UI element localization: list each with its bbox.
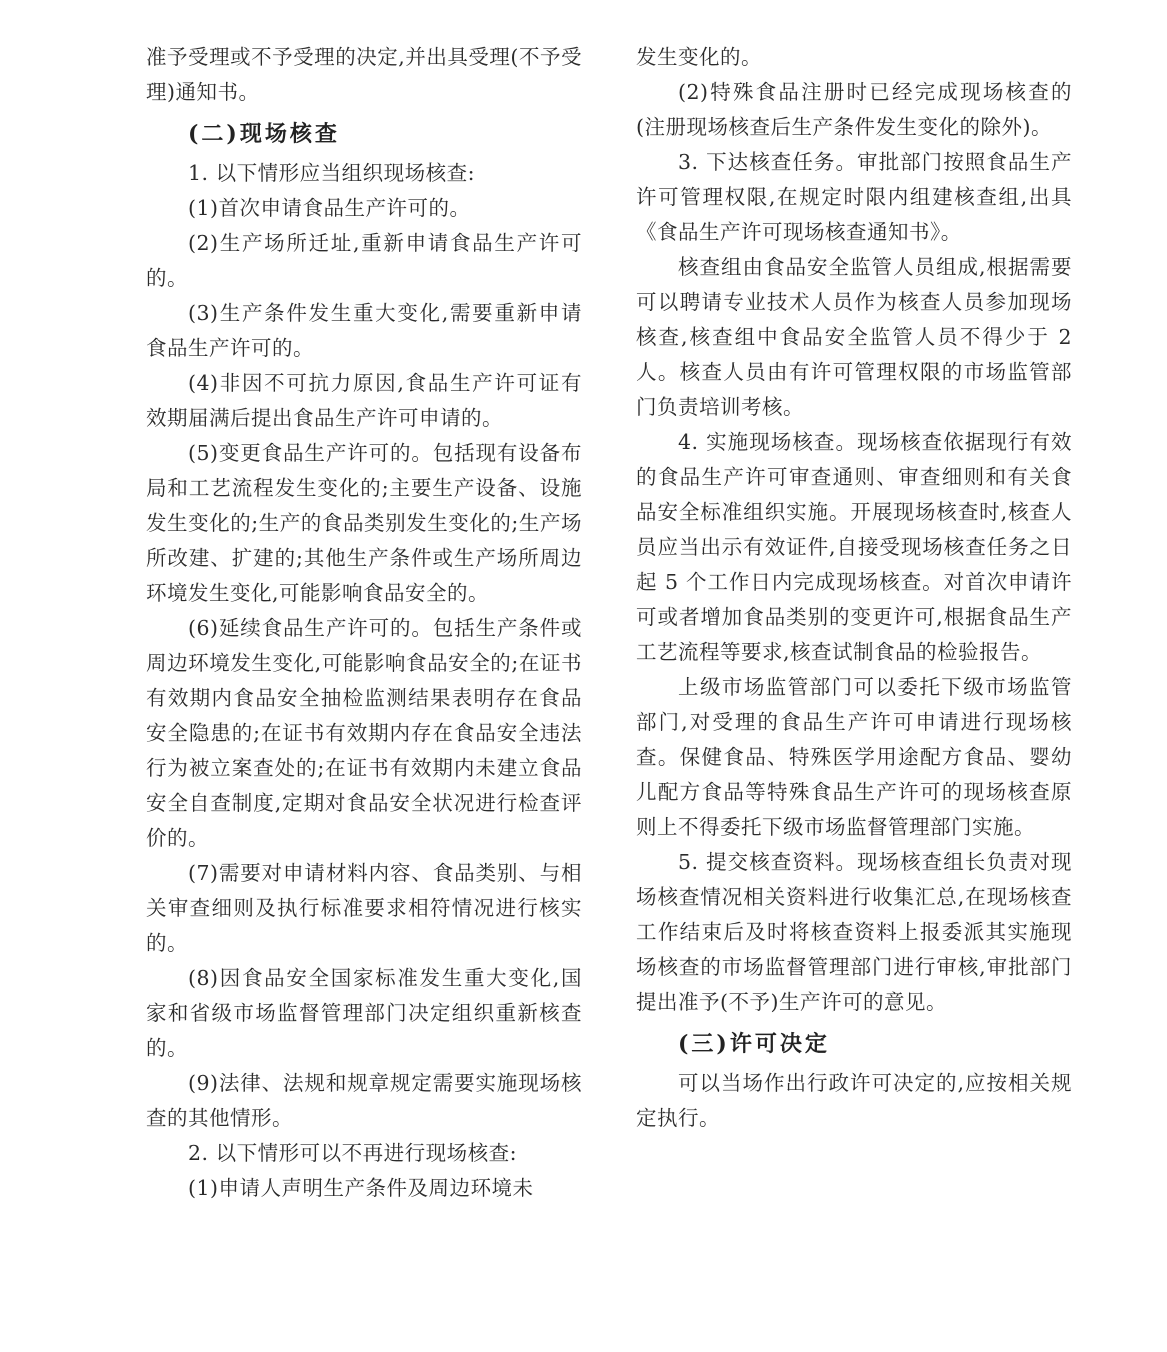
paragraph: (1)申请人声明生产条件及周边环境未 <box>188 1176 534 1200</box>
paragraph: (1)首次申请食品生产许可的。 <box>188 196 471 220</box>
paragraph: 准予受理或不予受理的决定,并出具受理(不予受理)通知书。 <box>146 45 582 104</box>
section-heading: (三)许可决定 <box>678 1031 830 1057</box>
paragraph: 1. 以下情形应当组织现场核查: <box>188 161 475 185</box>
paragraph: 4. 实施现场核查。现场核查依据现行有效的食品生产许可审查通则、审查细则和有关食品安全标准组织实施。开展现场核查时,核查人员应当出示有效证件,自接受现场核查任务之日起 5 个工作日内完成现场核查。对首次申请许可或者增加食品类别的变更许可,根据食品生产工艺流程等要求,核查试制食品的检验报告。 <box>636 430 1072 664</box>
section-heading: (二)现场核查 <box>188 121 340 147</box>
right-column <box>636 40 1072 1136</box>
paragraph: 核查组由食品安全监管人员组成,根据需要可以聘请专业技术人员作为核查人员参加现场核查,核查组中食品安全监管人员不得少于 2 人。核查人员由有许可管理权限的市场监管部门负责培训考核。 <box>636 255 1072 419</box>
paragraph: (3)生产条件发生重大变化,需要重新申请食品生产许可的。 <box>146 301 582 360</box>
paragraph: 可以当场作出行政许可决定的,应按相关规定执行。 <box>636 1071 1072 1130</box>
paragraph: (7)需要对申请材料内容、食品类别、与相关审查细则及执行标准要求相符情况进行核实的。 <box>146 861 582 955</box>
paragraph: 5. 提交核查资料。现场核查组长负责对现场核查情况相关资料进行收集汇总,在现场核查工作结束后及时将核查资料上报委派其实施现场核查的市场监督管理部门进行审核,审批部门提出准予(不予)生产许可的意见。 <box>636 850 1072 1014</box>
paragraph: 2. 以下情形可以不再进行现场核查: <box>188 1141 517 1165</box>
paragraph: (5)变更食品生产许可的。包括现有设备布局和工艺流程发生变化的;主要生产设备、设施发生变化的;生产的食品类别发生变化的;生产场所改建、扩建的;其他生产条件或生产场所周边环境发生变化,可能影响食品安全的。 <box>146 441 582 605</box>
paragraph: (9)法律、法规和规章规定需要实施现场核查的其他情形。 <box>146 1071 582 1130</box>
left-column <box>146 40 582 1206</box>
paragraph: (6)延续食品生产许可的。包括生产条件或周边环境发生变化,可能影响食品安全的;在证书有效期内食品安全抽检监测结果表明存在食品安全隐患的;在证书有效期内存在食品安全违法行为被立案查处的;在证书有效期内未建立食品安全自查制度,定期对食品安全状况进行检查评价的。 <box>146 616 582 850</box>
paragraph: 3. 下达核查任务。审批部门按照食品生产许可管理权限,在规定时限内组建核查组,出具《食品生产许可现场核查通知书》。 <box>636 150 1072 244</box>
paragraph: 上级市场监管部门可以委托下级市场监管部门,对受理的食品生产许可申请进行现场核查。保健食品、特殊医学用途配方食品、婴幼儿配方食品等特殊食品生产许可的现场核查原则上不得委托下级市场监督管理部门实施。 <box>636 675 1072 839</box>
paragraph: (2)特殊食品注册时已经完成现场核查的(注册现场核查后生产条件发生变化的除外)。 <box>636 80 1072 139</box>
paragraph: (2)生产场所迁址,重新申请食品生产许可的。 <box>146 231 582 290</box>
paragraph: (8)因食品安全国家标准发生重大变化,国家和省级市场监督管理部门决定组织重新核查的。 <box>146 966 582 1060</box>
paragraph: 发生变化的。 <box>636 45 762 69</box>
paragraph: (4)非因不可抗力原因,食品生产许可证有效期届满后提出食品生产许可申请的。 <box>146 371 582 430</box>
